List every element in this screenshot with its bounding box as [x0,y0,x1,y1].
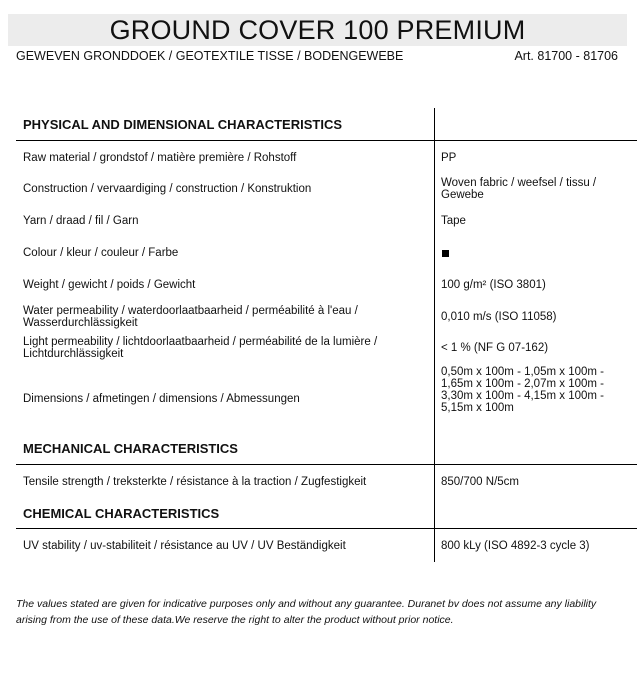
spec-label-water-permeability: Water permeability / waterdoorlaatbaarheid / perméabilité à l'eau / Wasserdurchlässigkeit [23,305,358,329]
spec-label-light-permeability: Light permeability / lichtdoorlaatbaarheid / perméabilité de la lumière / Lichtdurchlässigkeit [23,336,378,360]
spec-value-light-permeability: < 1 % (NF G 07-162) [441,342,549,354]
column-divider [434,108,435,562]
colour-swatch [442,250,449,257]
section-divider [16,464,637,465]
section-title-physical: PHYSICAL AND DIMENSIONAL CHARACTERISTICS [23,117,343,132]
spec-label-colour: Colour / kleur / couleur / Farbe [23,247,179,259]
spec-label-weight: Weight / gewicht / poids / Gewicht [23,279,196,291]
spec-value-construction: Woven fabric / weefsel / tissu / Gewebe [441,177,597,201]
spec-label-uv-stability: UV stability / uv-stabiliteit / résistance au UV / UV Beständigkeit [23,540,346,552]
section-divider [16,140,637,141]
spec-value-uv-stability: 800 kLy (ISO 4892-3 cycle 3) [441,540,590,552]
spec-label-tensile-strength: Tensile strength / treksterkte / résistance à la traction / Zugfestigkeit [23,476,367,488]
spec-value-weight: 100 g/m² (ISO 3801) [441,279,546,291]
section-title-chemical: CHEMICAL CHARACTERISTICS [23,506,220,521]
spec-label-yarn: Yarn / draad / fil / Garn [23,215,139,227]
product-subtitle: GEWEVEN GRONDDOEK / GEOTEXTILE TISSE / BODENGEWEBE [16,49,404,63]
spec-value-dimensions: 0,50m x 100m - 1,05m x 100m - 1,65m x 100m - 2,07m x 100m - 3,30m x 100m - 4,15m x 100m - 5,15m x 100m [441,366,604,414]
spec-label-construction: Construction / vervaardiging / construction / Konstruktion [23,183,312,195]
spec-value-raw-material: PP [441,152,457,164]
spec-value-yarn: Tape [441,215,466,227]
spec-value-water-permeability: 0,010 m/s (ISO 11058) [441,311,557,323]
spec-label-dimensions: Dimensions / afmetingen / dimensions / Abmessungen [23,393,300,405]
disclaimer: The values stated are given for indicative purposes only and without any guarantee. Duranet bv does not assume any liability arising from the use of these data.We reserve the right to alter the product without prior notice. [16,598,597,626]
spec-label-raw-material: Raw material / grondstof / matière première / Rohstoff [23,152,297,164]
page-title: GROUND COVER 100 PREMIUM [8,14,627,46]
spec-value-tensile-strength: 850/700 N/5cm [441,476,519,488]
section-title-mechanical: MECHANICAL CHARACTERISTICS [23,441,238,456]
article-number: Art. 81700 - 81706 [514,49,618,63]
section-divider [16,528,637,529]
